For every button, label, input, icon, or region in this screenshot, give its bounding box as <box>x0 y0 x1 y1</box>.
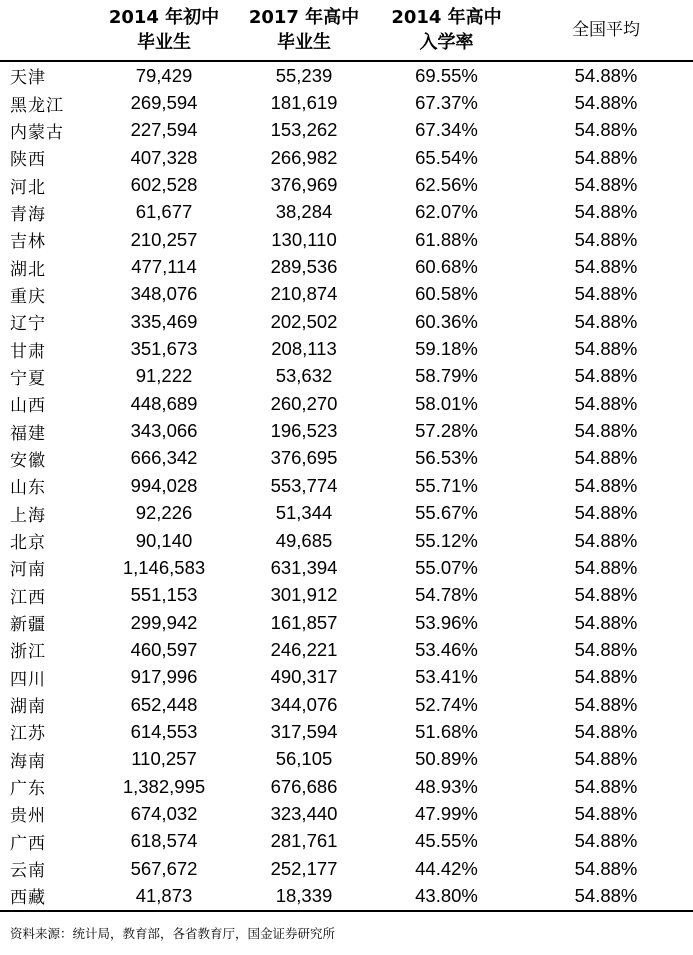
province-cell: 海南 <box>10 751 46 772</box>
national-average-cell: 54.88% <box>574 748 638 770</box>
province-cell: 新疆 <box>10 615 46 636</box>
province-cell: 云南 <box>10 861 46 882</box>
table-row <box>0 199 693 226</box>
senior-grads-cell: 208,113 <box>271 338 337 360</box>
header-line: 2014 年高中 <box>391 7 502 28</box>
table-row <box>0 308 693 335</box>
header-line: 2017 年高中 <box>248 7 360 28</box>
header-line: 全国平均 <box>572 19 640 40</box>
province-cell: 河南 <box>10 560 46 581</box>
senior-grads-cell: 376,695 <box>270 447 338 469</box>
province-cell: 江苏 <box>10 724 46 745</box>
junior-grads-cell: 602,528 <box>130 174 198 196</box>
junior-grads-cell: 110,257 <box>131 748 197 770</box>
table-row <box>0 691 693 718</box>
province-cell: 上海 <box>10 505 46 526</box>
junior-grads-cell: 614,553 <box>130 720 198 742</box>
junior-grads-cell: 343,066 <box>130 420 198 442</box>
national-average-cell: 54.88% <box>574 64 638 86</box>
enrollment-rate-cell: 44.42% <box>415 857 478 879</box>
enrollment-rate-cell: 53.46% <box>415 638 478 660</box>
national-average-cell: 54.88% <box>574 638 638 660</box>
header-line: 毕业生 <box>137 32 191 53</box>
table-row <box>0 609 693 636</box>
senior-grads-cell: 260,270 <box>270 392 338 414</box>
table-row <box>0 363 693 390</box>
enrollment-rate-cell: 54.78% <box>415 584 478 606</box>
table-row <box>0 582 693 609</box>
senior-grads-cell: 51,344 <box>275 502 333 524</box>
senior-grads-cell: 56,105 <box>275 748 333 770</box>
senior-grads-cell: 676,686 <box>270 775 338 797</box>
national-average-cell: 54.88% <box>574 447 638 469</box>
junior-grads-cell: 41,873 <box>94 882 234 910</box>
enrollment-rate-cell: 51.68% <box>415 720 478 742</box>
enrollment-rate-cell: 65.54% <box>415 146 478 168</box>
senior-grads-cell: 196,523 <box>270 420 338 442</box>
enrollment-rate-cell: 47.99% <box>415 802 478 824</box>
senior-grads-cell: 202,502 <box>270 310 338 332</box>
enrollment-rate-cell: 55.07% <box>415 556 478 578</box>
national-average-cell: 54.88% <box>574 310 638 332</box>
national-average-cell: 54.88% <box>574 92 638 114</box>
national-average-cell: 54.88% <box>574 830 638 852</box>
header-line: 入学率 <box>419 32 474 53</box>
national-average-cell: 54.88% <box>574 802 638 824</box>
table-row <box>0 855 693 882</box>
table-row <box>0 390 693 417</box>
province-cell: 陕西 <box>10 150 46 171</box>
senior-grads-cell: 38,284 <box>275 201 333 223</box>
enrollment-rate-cell: 53.41% <box>415 666 478 688</box>
province-cell: 江西 <box>10 587 46 608</box>
junior-grads-cell: 917,996 <box>130 666 198 688</box>
enrollment-rate-cell: 67.34% <box>415 119 478 141</box>
senior-grads-cell: 161,857 <box>270 611 338 633</box>
senior-grads-cell: 210,874 <box>270 283 338 305</box>
province-cell: 四川 <box>10 669 46 690</box>
national-average-cell: 54.88% <box>574 666 638 688</box>
province-cell: 河北 <box>10 177 46 198</box>
province-cell: 甘肃 <box>10 341 46 362</box>
senior-grads-cell: 49,685 <box>275 529 333 551</box>
senior-grads-cell: 266,982 <box>270 146 338 168</box>
table-row <box>0 117 693 144</box>
junior-grads-cell: 551,153 <box>130 584 198 606</box>
enrollment-rate-cell: 60.36% <box>415 310 478 332</box>
enrollment-rate-cell: 55.67% <box>415 502 478 524</box>
national-average-cell: 54.88% <box>574 338 638 360</box>
province-cell: 重庆 <box>10 286 46 307</box>
senior-grads-cell: 301,912 <box>270 584 338 606</box>
enrollment-rate-cell: 59.18% <box>415 338 478 360</box>
table-row <box>0 472 693 499</box>
senior-grads-cell: 130,110 <box>271 228 337 250</box>
senior-grads-cell: 317,594 <box>270 720 338 742</box>
header-line: 毕业生 <box>277 32 331 53</box>
enrollment-rate-cell: 56.53% <box>415 447 478 469</box>
header-province <box>0 0 94 61</box>
table-row <box>0 773 693 800</box>
national-average-cell: 54.88% <box>574 502 638 524</box>
national-average-cell: 54.88% <box>574 201 638 223</box>
table-row <box>0 746 693 773</box>
table-row <box>0 527 693 554</box>
junior-grads-cell: 407,328 <box>130 146 198 168</box>
table-row <box>0 281 693 308</box>
table-header <box>0 0 693 61</box>
junior-grads-cell: 90,140 <box>135 529 193 551</box>
national-average-cell: 54.88% <box>574 119 638 141</box>
senior-grads-cell: 490,317 <box>270 666 338 688</box>
senior-grads-cell: 376,969 <box>270 174 338 196</box>
national-average-cell: 54.88% <box>519 882 693 910</box>
table-row <box>0 171 693 198</box>
national-average-cell: 54.88% <box>574 775 638 797</box>
national-average-cell: 54.88% <box>574 556 638 578</box>
province-cell: 吉林 <box>10 232 46 253</box>
junior-grads-cell: 91,222 <box>135 365 193 387</box>
header-junior-grads-2014 <box>94 0 234 61</box>
junior-grads-cell: 994,028 <box>130 474 198 496</box>
national-average-cell: 54.88% <box>574 474 638 496</box>
enrollment-rate-cell: 62.07% <box>415 201 478 223</box>
junior-grads-cell: 61,677 <box>135 201 193 223</box>
province-cell: 浙江 <box>10 642 46 663</box>
national-average-cell: 54.88% <box>574 693 638 715</box>
junior-grads-cell: 92,226 <box>135 502 193 524</box>
senior-grads-cell: 344,076 <box>270 693 338 715</box>
province-cell: 福建 <box>10 423 46 444</box>
table-row <box>0 445 693 472</box>
table-row <box>0 828 693 855</box>
junior-grads-cell: 666,342 <box>130 447 198 469</box>
enrollment-rate-cell: 55.12% <box>415 529 478 551</box>
junior-grads-cell: 335,469 <box>130 310 198 332</box>
senior-grads-cell: 631,394 <box>270 556 338 578</box>
enrollment-rate-cell: 69.55% <box>415 64 478 86</box>
junior-grads-cell: 460,597 <box>130 638 198 660</box>
province-cell: 湖北 <box>10 259 46 280</box>
senior-grads-cell: 281,761 <box>270 830 338 852</box>
national-average-cell: 54.88% <box>574 365 638 387</box>
junior-grads-cell: 618,574 <box>130 830 198 852</box>
national-average-cell: 54.88% <box>574 584 638 606</box>
national-average-cell: 54.88% <box>574 611 638 633</box>
province-cell: 贵州 <box>10 806 46 827</box>
junior-grads-cell: 674,032 <box>130 802 198 824</box>
table-row <box>0 226 693 253</box>
national-average-cell: 54.88% <box>574 420 638 442</box>
junior-grads-cell: 477,114 <box>131 256 197 278</box>
enrollment-rate-cell: 62.56% <box>415 174 478 196</box>
table-row <box>0 800 693 827</box>
senior-grads-cell: 18,339 <box>234 882 374 910</box>
national-average-cell: 54.88% <box>574 228 638 250</box>
province-cell: 湖南 <box>10 697 46 718</box>
enrollment-rate-cell: 43.80% <box>374 882 519 910</box>
table-row <box>0 882 693 910</box>
enrollment-rate-cell: 67.37% <box>415 92 478 114</box>
table-row <box>0 144 693 171</box>
province-cell: 广东 <box>10 779 46 800</box>
province-cell: 宁夏 <box>10 368 46 389</box>
province-cell: 黑龙江 <box>10 95 64 116</box>
header-senior-grads-2017 <box>234 0 374 61</box>
enrollment-rate-cell: 58.01% <box>415 392 478 414</box>
province-cell: 西藏 <box>0 882 94 910</box>
province-cell: 广西 <box>10 833 46 854</box>
source-note: 资料来源：统计局，教育部，各省教育厅，国金证券研究所 <box>10 926 336 941</box>
junior-grads-cell: 269,594 <box>130 92 198 114</box>
header-enrollment-rate-2014 <box>374 0 519 61</box>
national-average-cell: 54.88% <box>574 529 638 551</box>
province-cell: 天津 <box>10 68 46 89</box>
junior-grads-cell: 351,673 <box>130 338 198 360</box>
senior-grads-cell: 289,536 <box>270 256 338 278</box>
enrollment-rate-cell: 48.93% <box>415 775 478 797</box>
enrollment-rate-cell: 52.74% <box>415 693 478 715</box>
province-cell: 山西 <box>10 396 46 417</box>
junior-grads-cell: 652,448 <box>130 693 198 715</box>
senior-grads-cell: 153,262 <box>270 119 338 141</box>
junior-grads-cell: 210,257 <box>130 228 198 250</box>
table-row <box>0 718 693 745</box>
national-average-cell: 54.88% <box>574 720 638 742</box>
table-row <box>0 89 693 116</box>
province-cell: 安徽 <box>10 450 46 471</box>
table-body <box>0 61 693 911</box>
header-row <box>0 0 693 61</box>
province-cell: 内蒙古 <box>10 122 64 143</box>
national-average-cell: 54.88% <box>574 256 638 278</box>
enrollment-rate-cell: 55.71% <box>415 474 478 496</box>
senior-grads-cell: 252,177 <box>270 857 338 879</box>
junior-grads-cell: 79,429 <box>135 64 193 86</box>
junior-grads-cell: 1,146,583 <box>122 556 206 578</box>
enrollment-rate-cell: 53.96% <box>415 611 478 633</box>
province-cell: 北京 <box>10 533 46 554</box>
senior-grads-cell: 53,632 <box>275 365 333 387</box>
national-average-cell: 54.88% <box>574 174 638 196</box>
enrollment-rate-cell: 61.88% <box>415 228 478 250</box>
junior-grads-cell: 348,076 <box>130 283 198 305</box>
header-national-average <box>519 0 693 61</box>
junior-grads-cell: 1,382,995 <box>122 775 206 797</box>
table-row <box>0 554 693 581</box>
junior-grads-cell: 227,594 <box>130 119 198 141</box>
junior-grads-cell: 448,689 <box>130 392 198 414</box>
province-cell: 山东 <box>10 478 46 499</box>
national-average-cell: 54.88% <box>574 392 638 414</box>
senior-grads-cell: 55,239 <box>275 64 333 86</box>
senior-grads-cell: 246,221 <box>270 638 338 660</box>
senior-grads-cell: 553,774 <box>270 474 338 496</box>
enrollment-rate-cell: 60.58% <box>415 283 478 305</box>
table-row <box>0 500 693 527</box>
national-average-cell: 54.88% <box>574 283 638 305</box>
senior-grads-cell: 323,440 <box>270 802 338 824</box>
senior-grads-cell: 181,619 <box>270 92 338 114</box>
table-row <box>0 61 693 89</box>
enrollment-rate-cell: 57.28% <box>415 420 478 442</box>
province-cell: 辽宁 <box>10 314 46 335</box>
province-cell: 青海 <box>10 204 46 225</box>
enrollment-rate-cell: 58.79% <box>415 365 478 387</box>
national-average-cell: 54.88% <box>574 857 638 879</box>
table-row <box>0 664 693 691</box>
junior-grads-cell: 299,942 <box>130 611 198 633</box>
enrollment-rate-cell: 45.55% <box>415 830 478 852</box>
table-row <box>0 636 693 663</box>
table-row <box>0 335 693 362</box>
header-line: 2014 年初中 <box>108 7 220 28</box>
table-row <box>0 417 693 444</box>
table-row <box>0 253 693 280</box>
enrollment-rate-cell: 60.68% <box>415 256 478 278</box>
national-average-cell: 54.88% <box>574 146 638 168</box>
enrollment-rate-cell: 50.89% <box>415 748 478 770</box>
junior-grads-cell: 567,672 <box>130 857 198 879</box>
